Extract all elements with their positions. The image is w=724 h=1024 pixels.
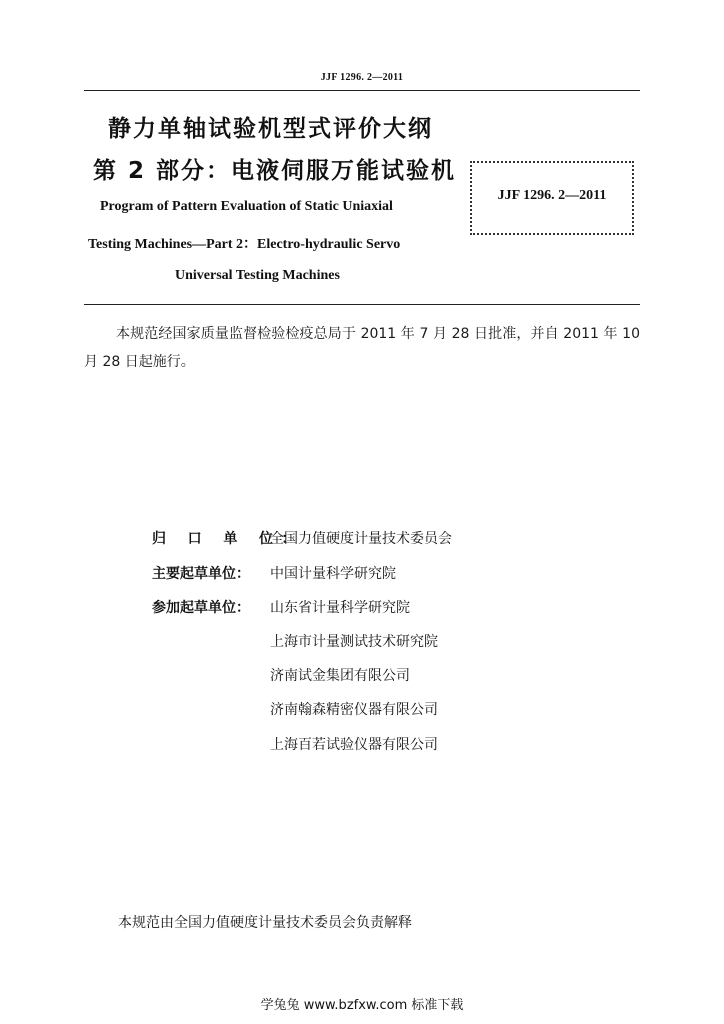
participating-drafter-row — [152, 597, 410, 617]
title-chinese-line-1: 静力单轴试验机型式评价大纲 — [108, 116, 433, 142]
header-standard-code: JJF 1296. 2—2011 — [320, 72, 404, 83]
responsible-unit-label: 归 口 单 位： — [152, 531, 304, 547]
participating-drafter-item: 上海市计量测试技术研究院 — [270, 634, 438, 650]
main-drafter-row — [152, 563, 396, 583]
participating-drafter-value: 山东省计量科学研究院 — [270, 600, 410, 616]
main-drafter-label: 主要起草单位： — [152, 566, 250, 582]
main-drafter-value: 中国计量科学研究院 — [270, 566, 396, 582]
responsible-unit-row — [152, 528, 452, 548]
participating-drafter-item: 上海百若试验仪器有限公司 — [270, 737, 438, 753]
title-english-line-2: Testing Machines—Part 2：Electro-hydraulic Servo — [88, 237, 401, 252]
participating-drafter-label: 参加起草单位： — [152, 600, 250, 616]
title-divider — [84, 304, 640, 305]
participating-drafter-item: 济南试金集团有限公司 — [270, 668, 410, 684]
participating-drafter-item: 济南翰森精密仪器有限公司 — [270, 702, 438, 718]
title-chinese-line-2: 第 2 部分：电液伺服万能试验机 — [93, 158, 457, 184]
footer-watermark: 学兔兔 www.bzfxw.com 标准下载 — [260, 998, 464, 1013]
responsible-unit-value: 全国力值硬度计量技术委员会 — [270, 531, 452, 547]
header-divider — [84, 90, 640, 91]
title-english-line-1: Program of Pattern Evaluation of Static Uniaxial — [100, 199, 393, 214]
approval-statement: 本规范经国家质量监督检验检疫总局于 2011 年 7 月 28 日批准，并自 2011 年 10 月 28 日起施行。 — [84, 326, 640, 370]
interpretation-statement: 本规范由全国力值硬度计量技术委员会负责解释 — [118, 915, 412, 931]
title-english-line-3: Universal Testing Machines — [175, 268, 340, 283]
standard-code-box-text: JJF 1296. 2—2011 — [497, 188, 607, 203]
